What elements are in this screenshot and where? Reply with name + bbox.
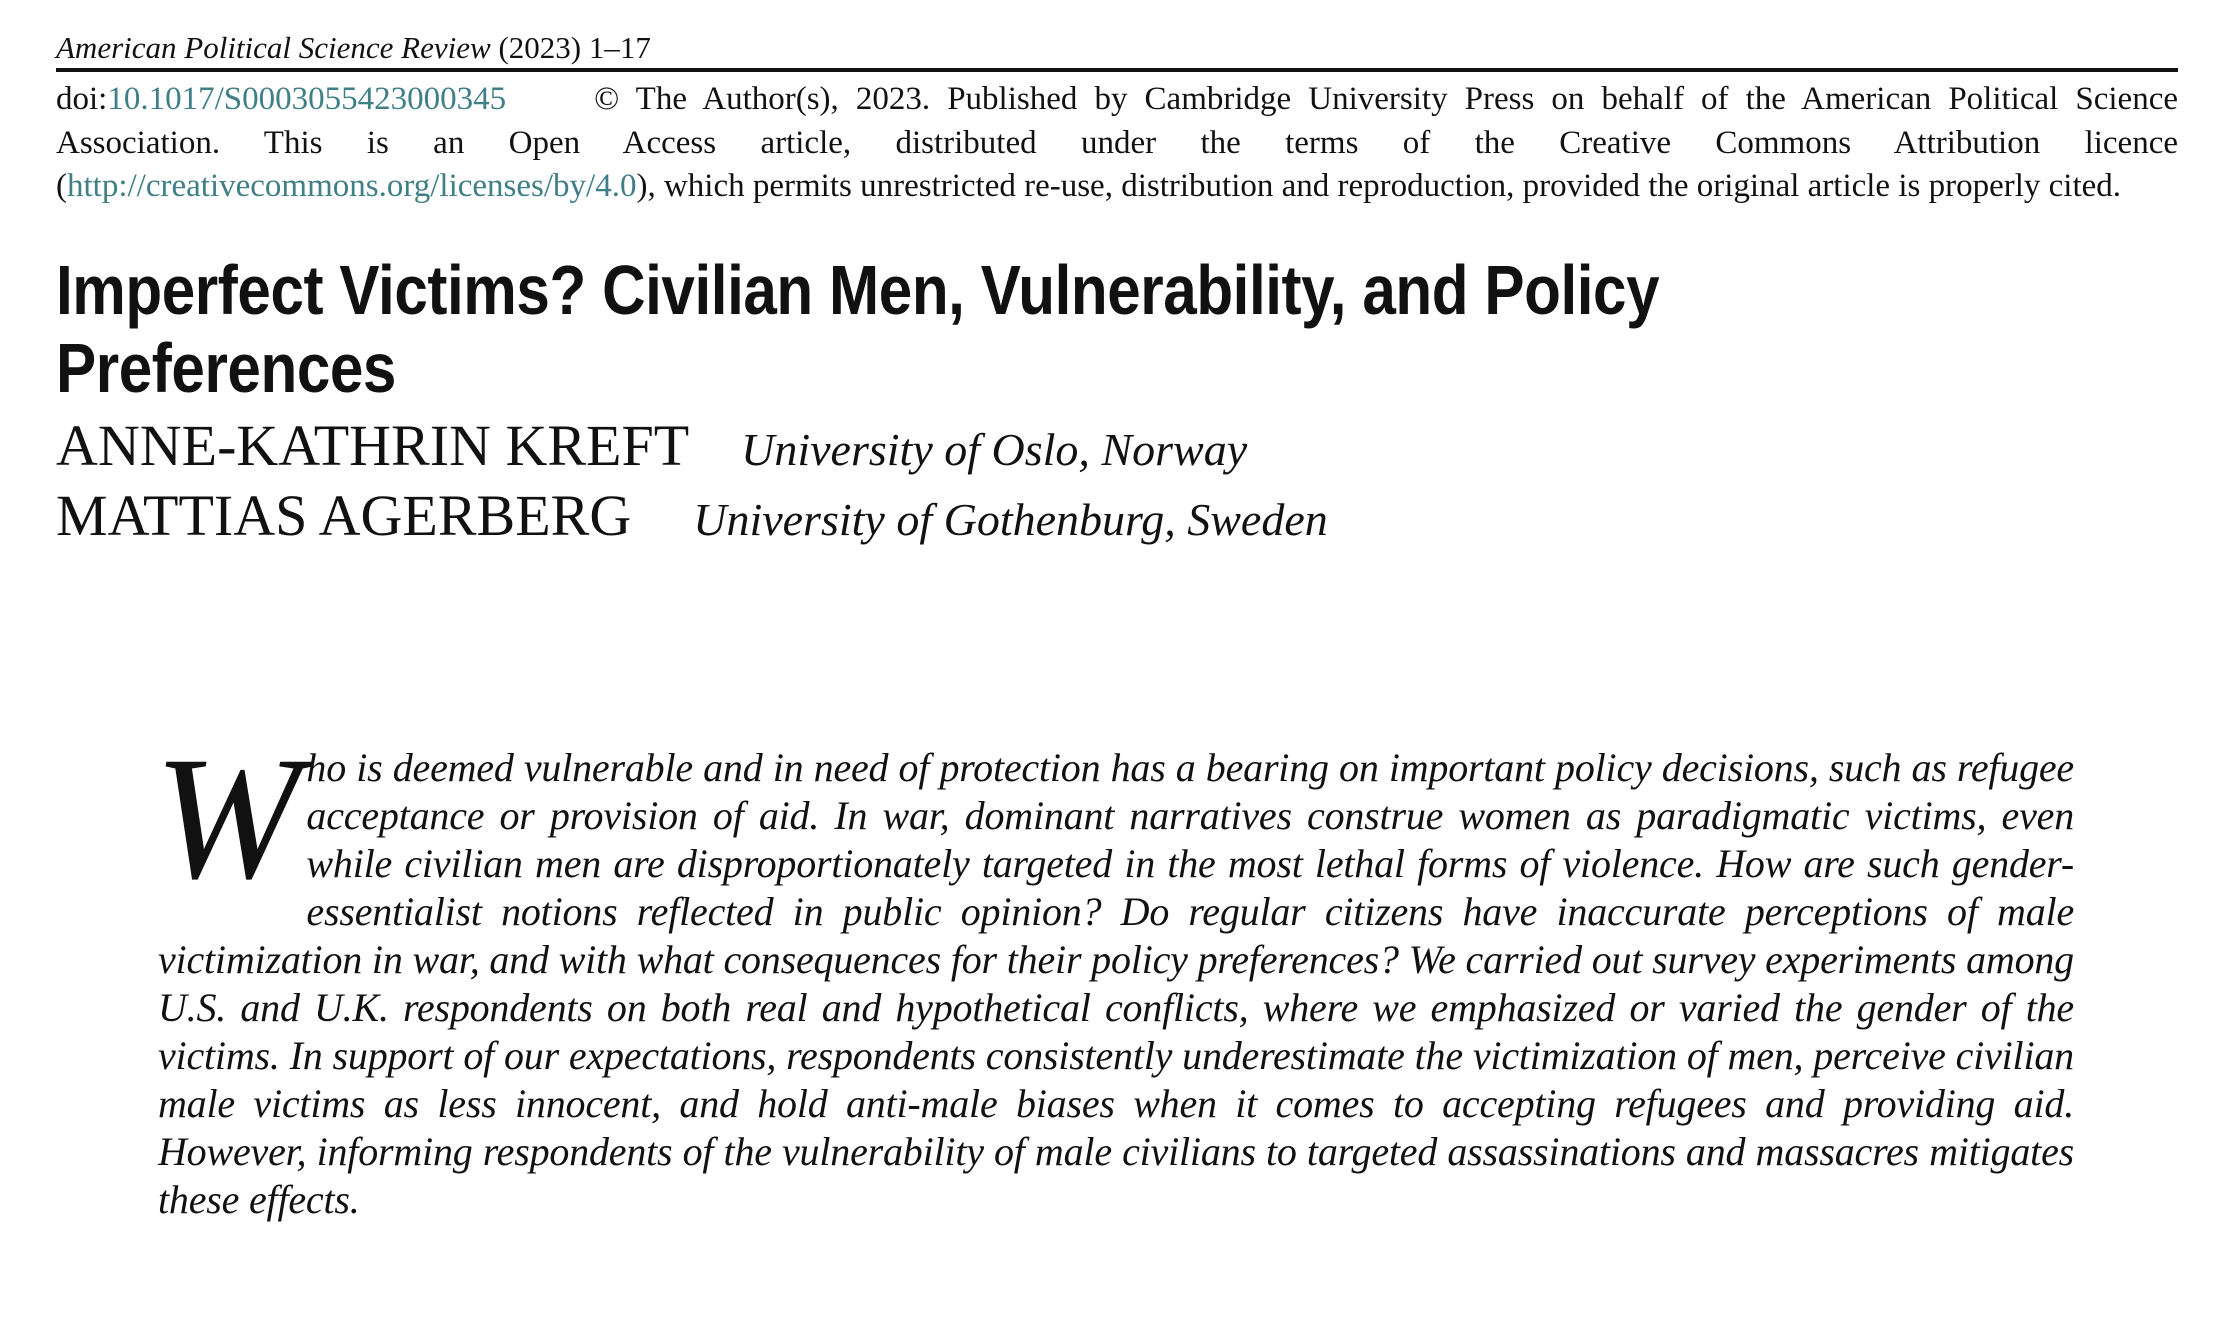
abstract-text: ho is deemed vulnerable and in need of protection has a bearing on important policy decisions, such as refugee acceptance or provision of aid. In war, dominant narratives construe women as paradigmatic victims, even while civilian men are disproportionately targeted in the most lethal forms of violence. How are such gender-essentialist notions reflected in public opinion? Do regular citizens have inaccurate perceptions of male victimization in war, and with what consequences for their policy preferences? We carried out survey experiments among U.S. and U.K. respondents on both real and hypothetical conflicts, where we emphasized or varied the gender of the victims. In support of our expectations, respondents consistently underestimate the victimization of men, perceive civilian male victims as less innocent, and hold anti-male biases when it comes to accepting refugees and providing aid. However, informing respondents of the vulnerability of male civilians to targeted assassinations and massacres mitigates these effects. <box>158 745 2074 1222</box>
license-url-link[interactable]: http://creativecommons.org/licenses/by/4.0 <box>67 168 637 204</box>
abstract <box>154 721 2074 1224</box>
author-affiliation: University of Oslo, Norway <box>741 423 1248 475</box>
author-affiliation: University of Gothenburg, Sweden <box>693 493 1328 545</box>
author-name: MATTIAS AGERBERG <box>56 482 632 548</box>
author-name: ANNE-KATHRIN KREFT <box>56 412 690 478</box>
journal-name: American Political Science Review <box>56 30 491 65</box>
author-row <box>56 481 2178 551</box>
journal-header <box>56 28 2178 72</box>
article-page <box>56 28 2178 551</box>
license-text-2: ), which permits unrestricted re-use, distribution and reproduction, provided the original article is properly cited. <box>636 168 2122 204</box>
doi-prefix: doi: <box>56 81 108 117</box>
license-text-1: © The Author(s), 2023. Published by Cambridge University Press on behalf of the American Political Science Association. This is an Open Access article, distributed under the terms of the Creative Commons Attribution licence ( <box>56 81 2178 204</box>
abstract-dropcap: W <box>154 721 301 916</box>
doi-link[interactable]: 10.1017/S0003055423000345 <box>107 81 507 117</box>
journal-pages: (2023) 1–17 <box>490 30 651 65</box>
license-block <box>56 78 2178 209</box>
author-list <box>56 411 2178 551</box>
article-title: Imperfect Victims? Civilian Men, Vulnerability, and Policy Preferences <box>56 250 1660 407</box>
author-row <box>56 411 2178 481</box>
